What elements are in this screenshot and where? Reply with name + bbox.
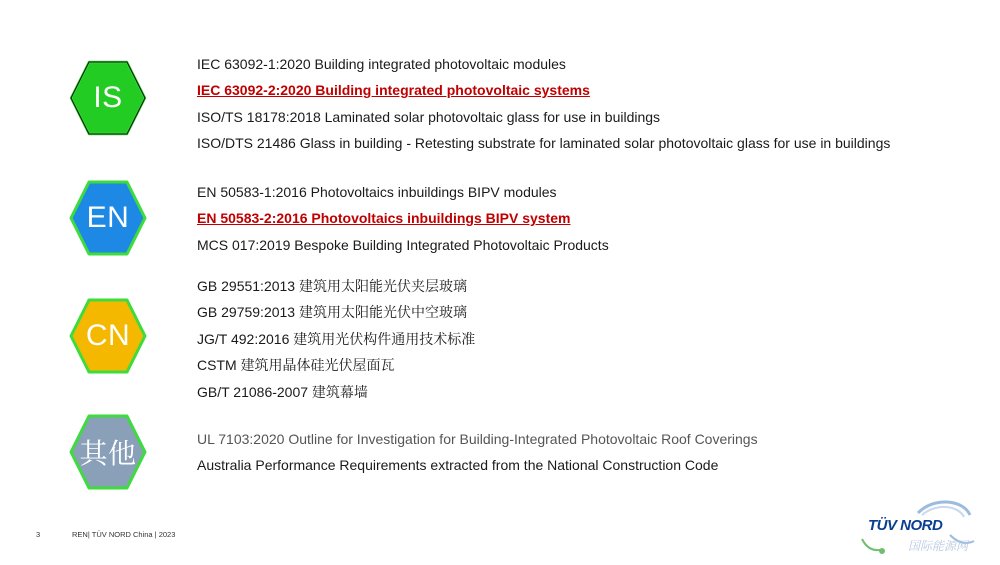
logo-brand: TÜV NORD [868,517,943,534]
badge-label: CN [85,319,131,352]
badge-label: EN [86,201,130,234]
footer-credit: REN| TÜV NORD China | 2023 [72,530,176,539]
standard-line: IEC 63092-1:2020 Building integrated photovoltaic modules [197,56,566,72]
badge-label: IS [93,81,123,114]
standard-line: CSTM 建筑用晶体硅光伏屋面瓦 [197,357,395,373]
standard-line: JG/T 492:2016 建筑用光伏构件通用技术标准 [197,331,476,347]
badge-label: 其他 [79,438,137,469]
standard-line-highlighted[interactable]: EN 50583-2:2016 Photovoltaics inbuildings BIPV system [197,210,571,226]
standard-line-highlighted[interactable]: IEC 63092-2:2020 Building integrated photovoltaic systems [197,82,590,98]
badge-cn [69,297,147,375]
logo-watermark: 国际能源网 [908,539,969,553]
tuv-nord-logo [858,495,998,560]
standard-line: MCS 017:2019 Bespoke Building Integrated Photovoltaic Products [197,237,609,253]
standard-line: Australia Performance Requirements extracted from the National Construction Code [197,457,719,473]
standard-line: UL 7103:2020 Outline for Investigation for Building-Integrated Photovoltaic Roof Coverings [197,431,758,447]
badge-other [69,413,147,491]
page-number: 3 [36,530,41,539]
standard-line: ISO/DTS 21486 Glass in building - Retesting substrate for laminated solar photovoltaic glass for use in buildings [197,135,891,151]
standard-line: GB/T 21086-2007 建筑幕墙 [197,384,368,400]
standard-line: GB 29551:2013 建筑用太阳能光伏夹层玻璃 [197,278,467,294]
standard-line: EN 50583-1:2016 Photovoltaics inbuildings BIPV modules [197,184,557,200]
badge-is [69,59,147,137]
badge-en [69,179,147,257]
standard-line: ISO/TS 18178:2018 Laminated solar photovoltaic glass for use in buildings [197,109,661,125]
standard-line: GB 29759:2013 建筑用太阳能光伏中空玻璃 [197,304,467,320]
